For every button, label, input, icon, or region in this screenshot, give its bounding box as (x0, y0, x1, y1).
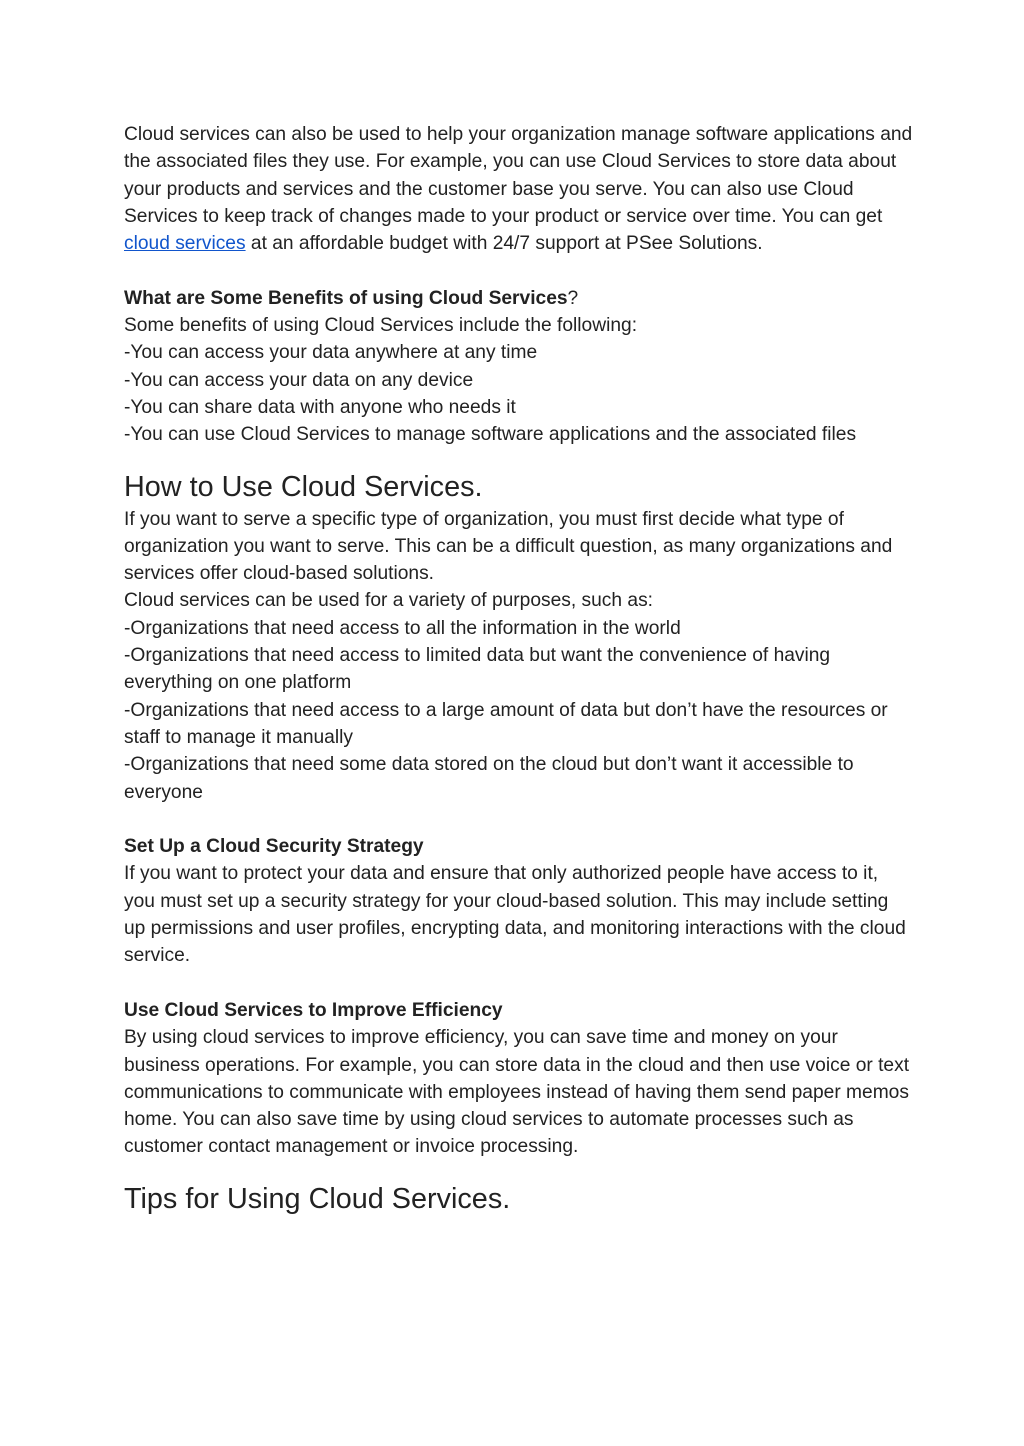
how-to-item: -Organizations that need access to limited data but want the convenience of having everything on one platform (124, 645, 831, 694)
how-to-heading: How to Use Cloud Services. (124, 470, 483, 503)
how-to-item: -Organizations that need access to a large amount of data but don’t have the resources or staff to manage it manually (124, 699, 888, 748)
benefits-lead: Some benefits of using Cloud Services include the following: (124, 315, 638, 337)
efficiency-title: Use Cloud Services to Improve Efficiency (124, 999, 503, 1021)
spacer (124, 970, 914, 997)
how-to-item: -Organizations that need some data stored on the cloud but don’t want it accessible to everyone (124, 754, 854, 803)
document-page (124, 121, 914, 1218)
tips-heading: Tips for Using Cloud Services. (124, 1182, 511, 1215)
benefits-title (124, 285, 914, 312)
spacer (124, 257, 914, 284)
intro-paragraph (124, 121, 914, 257)
intro-text-before-link: Cloud services can also be used to help your organization manage software applications and the associated files they use. For example, you can use Cloud Services to store data about your products and services and the customer base you serve. You can also use Cloud Services to keep track of changes made to your product or service over time. You can get (124, 124, 913, 227)
how-to-item: -Organizations that need access to all the information in the world (124, 617, 681, 639)
spacer (124, 806, 914, 833)
benefits-item: -You can use Cloud Services to manage software applications and the associated files (124, 424, 857, 446)
cloud-services-link[interactable]: cloud services (124, 233, 246, 255)
how-to-lead: Cloud services can be used for a variety of purposes, such as: (124, 590, 653, 612)
security-title: Set Up a Cloud Security Strategy (124, 836, 424, 858)
how-to-paragraph: If you want to serve a specific type of organization, you must first decide what type of organization you want to serve. This can be a difficult question, as many organizations and services offer cloud-based solutions. (124, 508, 893, 585)
benefits-item: -You can access your data anywhere at any time (124, 342, 538, 364)
efficiency-paragraph: By using cloud services to improve efficiency, you can save time and money on your business operations. For example, you can store data in the cloud and then use voice or text communications to communicate with employees instead of having them send paper memos home. You can also save time by using cloud services to automate processes such as customer contact management or invoice processing. (124, 1027, 910, 1158)
benefits-item: -You can access your data on any device (124, 369, 474, 391)
benefits-title-text: What are Some Benefits of using Cloud Services (124, 287, 568, 309)
benefits-item: -You can share data with anyone who needs it (124, 396, 516, 418)
security-paragraph: If you want to protect your data and ensure that only authorized people have access to it, you must set up a security strategy for your cloud-based solution. This may include setting up permissions and user profiles, encrypting data, and monitoring interactions with the cloud service. (124, 863, 906, 967)
benefits-title-suffix: ? (567, 287, 579, 309)
intro-text-after-link: at an affordable budget with 24/7 support at PSee Solutions. (245, 233, 763, 255)
